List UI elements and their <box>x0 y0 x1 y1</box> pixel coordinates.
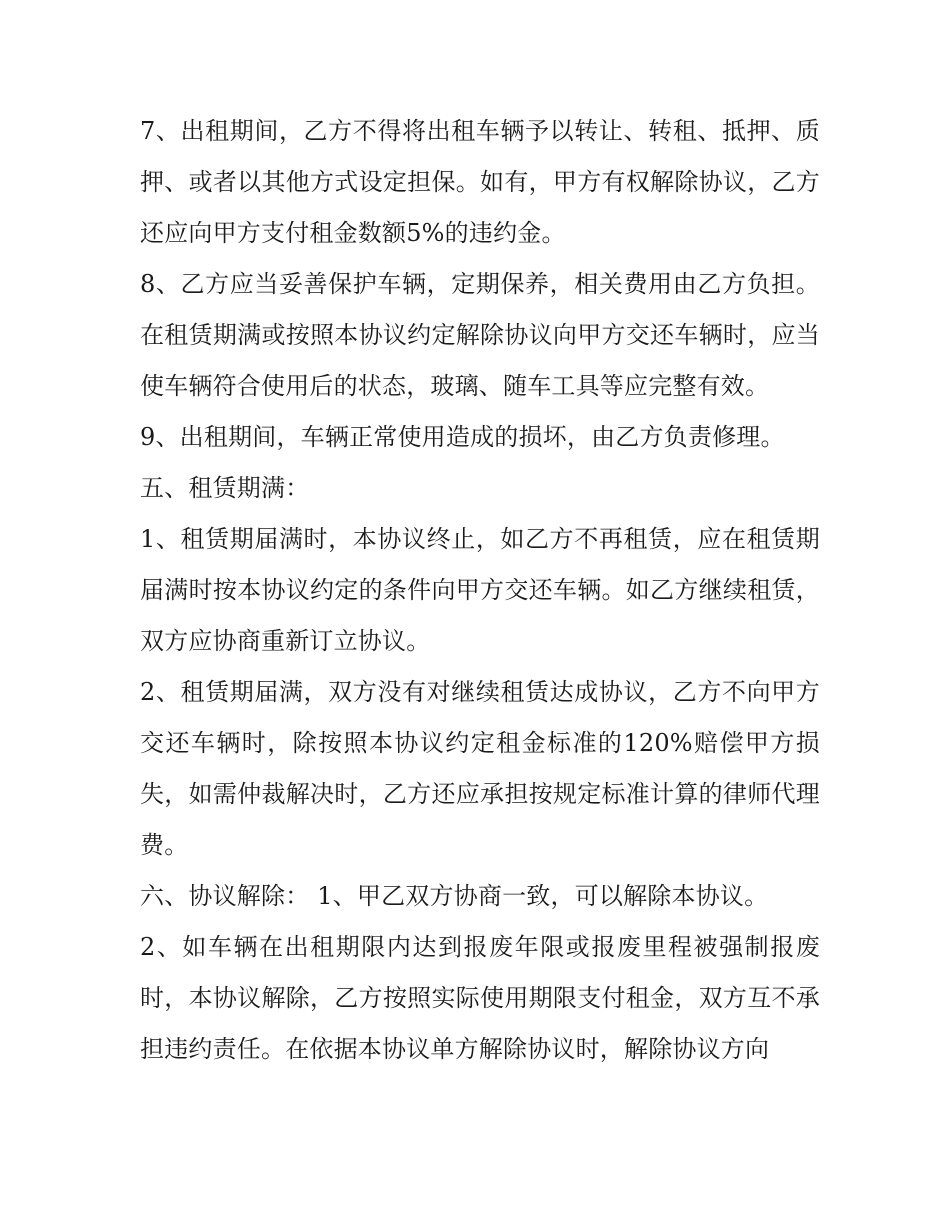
section-5-clause-2: 2、租赁期届满，双方没有对继续租赁达成协议，乙方不向甲方交还车辆时，除按照本协议约定租金标准的120%赔偿甲方损失，如需仲裁解决时，乙方还应承担按规定标准计算的律师代理费。 <box>140 678 820 859</box>
clause-7: 7、出租期间，乙方不得将出租车辆予以转让、转租、抵押、质押、或者以其他方式设定担保。如有，甲方有权解除协议，乙方还应向甲方支付租金数额5%的违约金。 <box>140 117 820 247</box>
document-body <box>140 106 820 1075</box>
section-5-heading: 五、租赁期满： <box>140 474 310 502</box>
section-6-clause-2: 2、如车辆在出租期限内达到报废年限或报废里程被强制报废时，本协议解除，乙方按照实际使用期限支付租金，双方互不承担违约责任。在依据本协议单方解除协议时，解除协议方向 <box>140 933 820 1063</box>
section-5-clause-1: 1、租赁期届满时，本协议终止，如乙方不再租赁，应在租赁期届满时按本协议约定的条件向甲方交还车辆。如乙方继续租赁，双方应协商重新订立协议。 <box>140 525 820 655</box>
clause-8: 8、乙方应当妥善保护车辆，定期保养，相关费用由乙方负担。在租赁期满或按照本协议约定解除协议向甲方交还车辆时，应当使车辆符合使用后的状态，玻璃、随车工具等应完整有效。 <box>140 270 820 400</box>
section-6-heading: 六、协议解除： 1、甲乙双方协商一致，可以解除本协议。 <box>140 882 769 910</box>
clause-9: 9、出租期间，车辆正常使用造成的损坏，由乙方负责修理。 <box>140 423 785 451</box>
